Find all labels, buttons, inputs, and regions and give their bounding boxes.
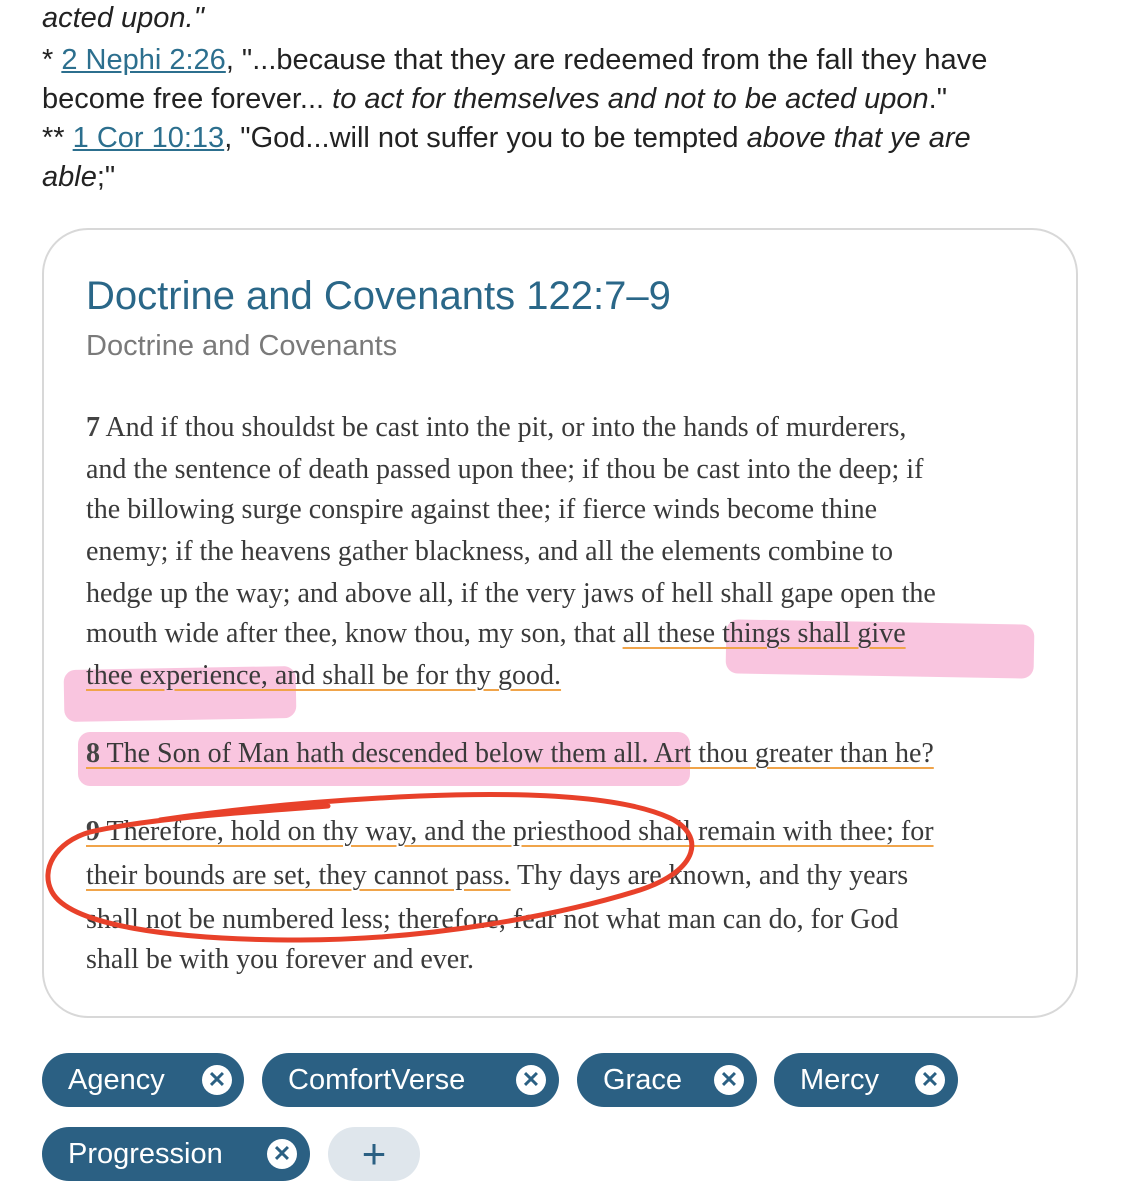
add-tag-button[interactable]: + — [328, 1127, 420, 1181]
link-1-cor-10-13[interactable]: 1 Cor 10:13 — [72, 122, 225, 154]
verse-text: And if thou shouldst be cast into the pit, or into the hands of murderers, — [100, 412, 907, 443]
verse-8[interactable] — [86, 738, 1046, 778]
note-quote: above that ye are — [746, 122, 971, 154]
underlined-text: thee experience, and shall be for thy good. — [86, 660, 562, 691]
remove-tag-icon[interactable]: ✕ — [516, 1065, 546, 1095]
note-text: , "God...will not suffer you to be tempted — [224, 122, 747, 154]
tag-label: Progression — [68, 1137, 223, 1170]
remove-tag-icon[interactable]: ✕ — [267, 1139, 297, 1169]
note-quote: to act for themselves and not to be acted upon — [332, 83, 929, 115]
verse-text: shall not be numbered less; therefore, fear not what man can do, for God — [86, 904, 899, 935]
tag-chip[interactable] — [42, 1127, 310, 1181]
tag-chip[interactable] — [42, 1053, 244, 1107]
note-text: , "...because that they are redeemed from the fall they have — [225, 44, 988, 76]
remove-tag-icon[interactable]: ✕ — [915, 1065, 945, 1095]
note-text: ." — [928, 83, 948, 115]
underlined-text: Therefore, hold on thy way, and the priesthood shall remain with thee; for — [100, 816, 934, 847]
underlined-text: their bounds are set, they cannot pass. — [86, 860, 511, 891]
verse-text: The Son of Man hath descended below them all. Art thou greater than he? — [100, 738, 934, 769]
scripture-card[interactable] — [42, 228, 1078, 1018]
note-marker: * — [42, 44, 62, 76]
verse-text: and the sentence of death passed upon thee; if thou be cast into the deep; if — [86, 454, 924, 485]
remove-tag-icon[interactable]: ✕ — [202, 1065, 232, 1095]
verse-number: 7 — [86, 412, 100, 443]
verse-text: Thy days are known, and thy years — [510, 860, 909, 891]
verse-text: shall be with you forever and ever. — [86, 944, 474, 975]
card-title[interactable]: Doctrine and Covenants 122:7–9 — [86, 274, 671, 318]
tag-label: Agency — [68, 1063, 165, 1096]
verse-text: enemy; if the heavens gather blackness, and all the elements combine to — [86, 536, 894, 567]
verse-text: the billowing surge conspire against thee; if fierce winds become thine — [86, 494, 878, 525]
note-marker: ** — [42, 122, 73, 154]
verse-text: mouth wide after thee, know thou, my son, that — [86, 618, 623, 649]
tag-chip[interactable] — [262, 1053, 559, 1107]
link-2-nephi-2-26[interactable]: 2 Nephi 2:26 — [61, 44, 226, 76]
verse-number: 9 — [86, 816, 100, 847]
verse-number: 8 — [86, 738, 100, 769]
verse-9[interactable] — [86, 816, 1046, 986]
verse-7[interactable] — [86, 412, 1046, 702]
note-quote: able — [42, 161, 97, 193]
remove-tag-icon[interactable]: ✕ — [714, 1065, 744, 1095]
tag-label: Mercy — [800, 1063, 879, 1096]
verse-text: hedge up the way; and above all, if the very jaws of hell shall gape open the — [86, 578, 936, 609]
card-subtitle: Doctrine and Covenants — [86, 330, 398, 362]
tag-chip[interactable] — [577, 1053, 757, 1107]
underlined-text: all these things shall give — [622, 618, 906, 649]
note-text: ;" — [96, 161, 116, 193]
note-text: acted upon." — [42, 2, 204, 34]
tag-label: ComfortVerse — [288, 1063, 466, 1096]
note-text: become free forever... — [42, 83, 333, 115]
tag-chip[interactable] — [774, 1053, 958, 1107]
tag-label: Grace — [603, 1063, 682, 1096]
